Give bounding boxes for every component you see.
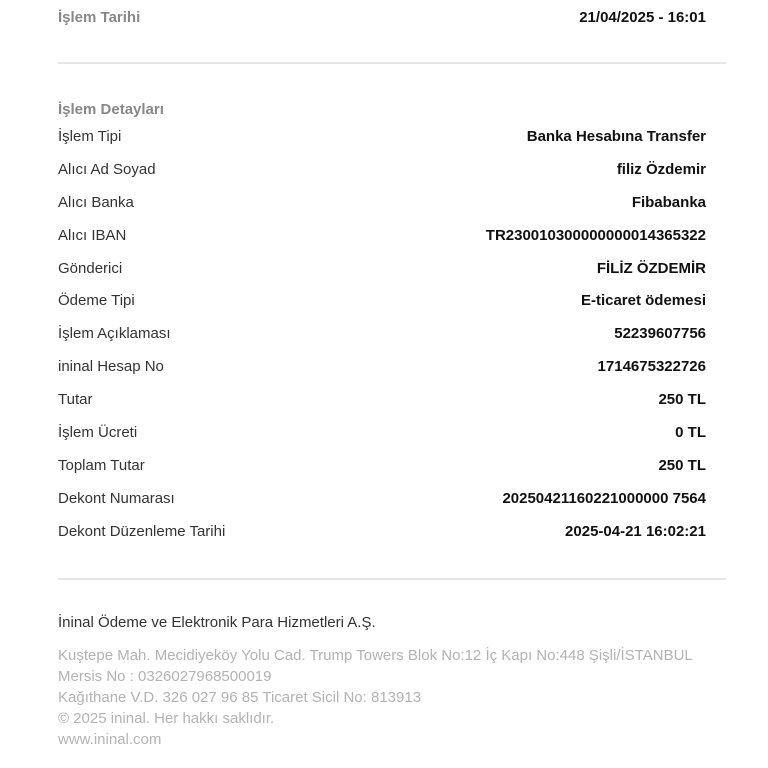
detail-row-amount — [58, 383, 726, 416]
detail-label: Dekont Numarası — [58, 489, 175, 507]
detail-row-payment-type — [58, 284, 726, 317]
detail-rows — [58, 120, 726, 548]
detail-row-recipient-name — [58, 153, 726, 186]
detail-value: E-ticaret ödemesi — [580, 292, 706, 310]
footer-tax-info: Kağıthane V.D. 326 027 96 85 Ticaret Sicil No: 813913 — [58, 688, 422, 706]
section-title-details: İşlem Detayları — [58, 101, 164, 118]
detail-value: Banka Hesabına Transfer — [526, 127, 706, 145]
detail-row-transaction-type — [58, 120, 726, 153]
detail-value: 250 TL — [658, 456, 706, 474]
detail-label: Alıcı IBAN — [58, 226, 127, 244]
detail-label: Tutar — [58, 391, 93, 409]
detail-label: İşlem Ücreti — [58, 423, 138, 441]
detail-label: Ödeme Tipi — [58, 292, 135, 310]
detail-value: 0 TL — [675, 423, 706, 441]
detail-label: Toplam Tutar — [58, 456, 145, 474]
detail-label: İşlem Açıklaması — [58, 325, 171, 343]
footer-copyright: © 2025 ininal. Her hakkı saklıdır. — [58, 709, 275, 727]
transaction-date-value: 21/04/2025 - 16:01 — [579, 8, 706, 26]
detail-value: Fibabanka — [631, 193, 706, 211]
transaction-date-row — [58, 0, 726, 34]
detail-value: FİLİZ ÖZDEMİR — [596, 259, 706, 277]
detail-row-sender — [58, 252, 726, 285]
detail-value: 20250421160221000000 7564 — [502, 489, 706, 507]
detail-label: ininal Hesap No — [58, 358, 164, 376]
footer-mersis: Mersis No : 0326027968500019 — [58, 667, 272, 685]
footer-info — [58, 645, 726, 750]
detail-value: filiz Özdemir — [616, 160, 706, 178]
company-name: İninal Ödeme ve Elektronik Para Hizmetleri A.Ş. — [58, 613, 376, 631]
divider — [58, 62, 726, 64]
detail-row-receipt-date — [58, 515, 726, 548]
detail-value: 1714675322726 — [597, 358, 706, 376]
detail-row-recipient-iban — [58, 219, 726, 252]
footer-website: www.ininal.com — [58, 730, 162, 748]
receipt — [58, 0, 726, 750]
detail-label: Alıcı Banka — [58, 193, 134, 211]
divider — [58, 578, 726, 580]
detail-row-receipt-number — [58, 482, 726, 515]
detail-row-total — [58, 449, 726, 482]
footer-address: Kuştepe Mah. Mecidiyeköy Yolu Cad. Trump Towers Blok No:12 İç Kapı No:448 Şişli/İSTANBUL — [58, 646, 693, 664]
detail-row-description — [58, 317, 726, 350]
detail-label: Gönderici — [58, 259, 123, 277]
detail-label: Alıcı Ad Soyad — [58, 160, 156, 178]
detail-label: İşlem Tipi — [58, 127, 122, 145]
detail-value: TR230010300000000014365322 — [485, 226, 706, 244]
detail-row-account-no — [58, 350, 726, 383]
detail-label: Dekont Düzenleme Tarihi — [58, 522, 226, 540]
detail-value: 2025-04-21 16:02:21 — [565, 522, 706, 540]
detail-row-fee — [58, 416, 726, 449]
detail-value: 250 TL — [658, 391, 706, 409]
transaction-date-label: İşlem Tarihi — [58, 8, 141, 26]
detail-row-recipient-bank — [58, 186, 726, 219]
detail-value: 52239607756 — [614, 325, 706, 343]
